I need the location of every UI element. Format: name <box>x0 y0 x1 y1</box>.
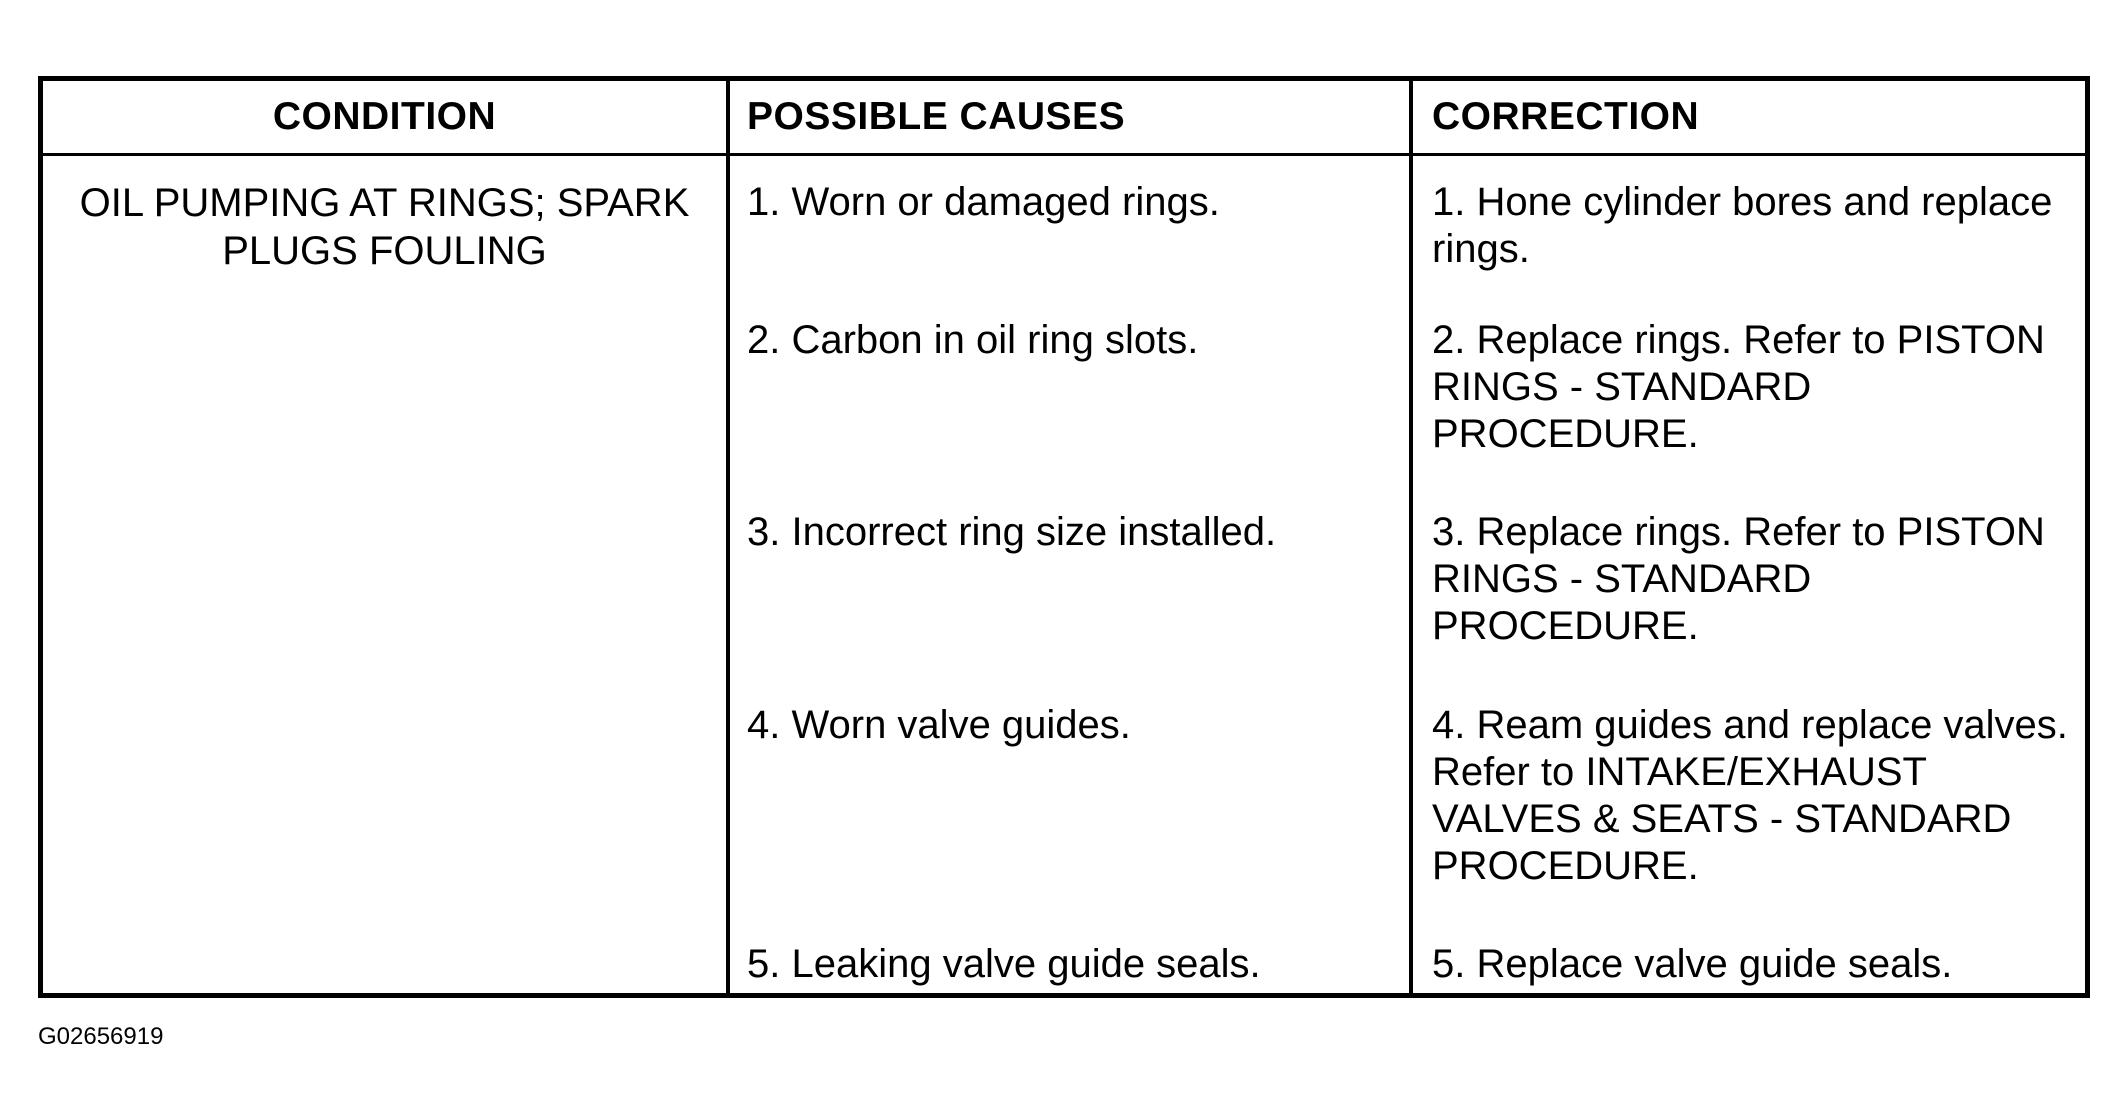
condition-cell: OIL PUMPING AT RINGS; SPARK PLUGS FOULING <box>79 181 690 273</box>
header-possible-causes: POSSIBLE CAUSES <box>747 95 1126 138</box>
header-correction: CORRECTION <box>1432 95 1700 138</box>
header-divider <box>43 153 2085 156</box>
column-divider <box>1409 81 1413 993</box>
cause-cell: 2. Carbon in oil ring slots. <box>747 318 1199 362</box>
correction-cell: 5. Replace valve guide seals. <box>1432 942 1953 986</box>
cause-cell: 3. Incorrect ring size installed. <box>747 510 1277 554</box>
cause-cell: 4. Worn valve guides. <box>747 703 1131 747</box>
correction-cell: 2. Replace rings. Refer to PISTON RINGS - STANDARD PROCEDURE. <box>1432 318 2045 456</box>
header-condition: CONDITION <box>272 95 497 138</box>
correction-cell: 3. Replace rings. Refer to PISTON RINGS - STANDARD PROCEDURE. <box>1432 510 2045 648</box>
diagnosis-table <box>38 76 2090 998</box>
correction-cell: 1. Hone cylinder bores and replace rings. <box>1432 180 2053 271</box>
cause-cell: 1. Worn or damaged rings. <box>747 180 1220 224</box>
correction-cell: 4. Ream guides and replace valves. Refer to INTAKE/EXHAUST VALVES & SEATS - STANDARD PROCEDURE. <box>1432 703 2068 888</box>
figure-id: G02656919 <box>38 1023 164 1050</box>
column-divider <box>726 81 730 993</box>
cause-cell: 5. Leaking valve guide seals. <box>747 942 1261 986</box>
